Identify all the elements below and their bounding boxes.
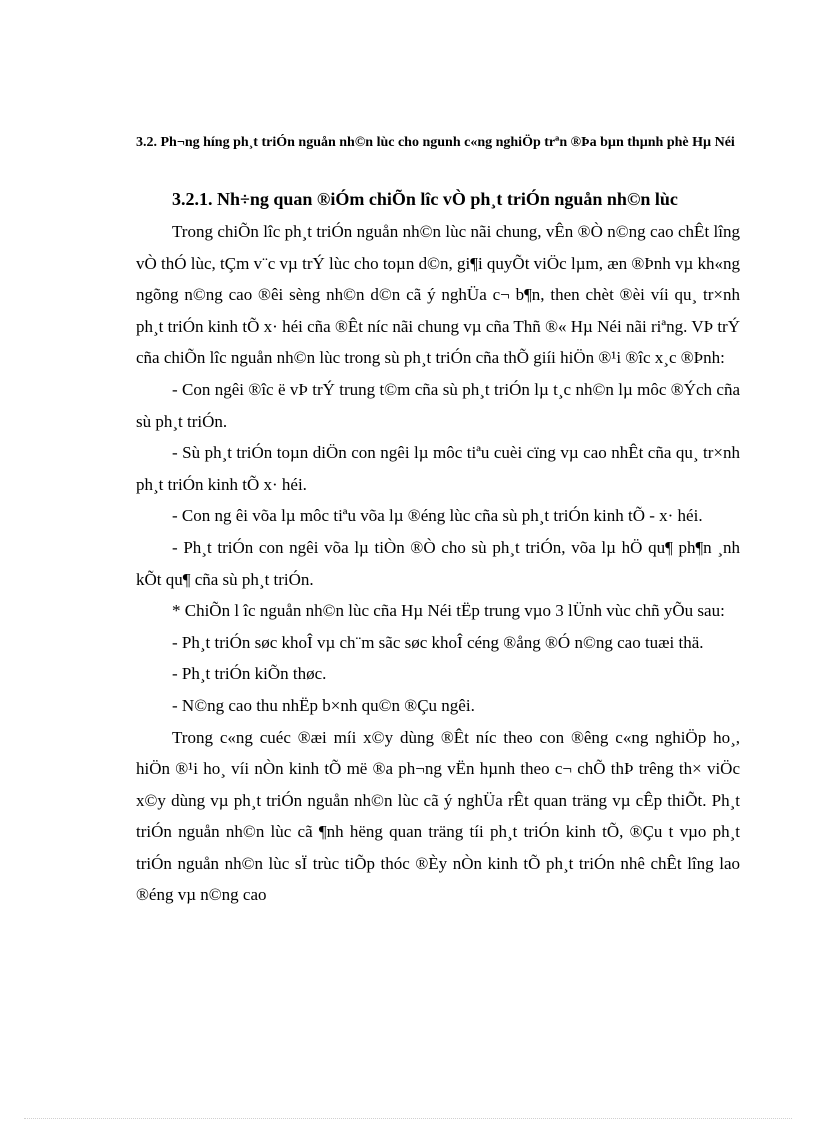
paragraph-intro: Trong chiÕn lîc ph¸t triÓn nguån nh©n lùc nãi chung, vÊn ®Ò n©ng cao chÊt lîng vÒ thÓ lùc, tÇm v¨c vµ trÝ lùc cho toµn d©n, gi¶i quyÕt viÖc lµm, æn ®Þnh vµ kh«ng ngõng n©ng cao ®êi sèng nh©n d©n cã ý nghÜa c¬ b¶n, then chèt ®èi víi qu¸ tr×nh ph¸t triÓn kinh tÕ x· héi cña ®Êt níc nãi chung vµ cña Thñ ®« Hµ Néi nãi riªng. VÞ trÝ cña chiÕn lîc nguån nh©n lùc trong sù ph¸t triÓn cña thÕ giíi hiÖn ®¹i ®îc x¸c ®Þnh: (136, 222, 740, 368)
list-item: - Con ng êi võa lµ môc tiªu võa lµ ®éng lùc cña sù ph¸t triÓn kinh tÕ - x· héi. (172, 506, 703, 526)
paragraph-development: Trong c«ng cuéc ®æi míi x©y dùng ®Êt níc theo con ®êng c«ng nghiÖp ho¸, hiÖn ®¹i ho¸ víi nÒn kinh tÕ më ®a ph¬ng vËn hµnh theo c¬ chÕ thÞ trêng th× viÖc x©y dùng vµ ph¸t triÓn nguån nh©n lùc cã ý nghÜa rÊt quan träng vµ cÊp thiÕt. Ph¸t triÓn nguån nh©n lùc cã ¶nh hëng quan träng tíi ph¸t triÓn kinh tÕ, ®Çu t vµo ph¸t triÓn nguån nh©n lùc sÏ trùc tiÕp thóc ®Èy nÒn kinh tÕ ph¸t triÓn nhê chÊt lîng lao ®éng vµ n©ng cao (136, 727, 740, 905)
list-item: - Ph¸t triÓn søc khoÎ vµ ch¨m sãc søc khoÎ céng ®ång ®Ó n©ng cao tuæi thä. (172, 632, 704, 652)
subsection-heading: 3.2.1. Nh÷ng quan ®iÓm chiÕn lîc vÒ ph¸t triÓn nguån nh©n lùc (172, 189, 678, 209)
section-heading: 3.2. Ph¬ng híng ph¸t triÓn nguån nh©n lùc cho ngunh c«ng nghiÖp trªn ®Þa bµn thµnh phè Hµ Néi (136, 135, 735, 150)
list-item: - Sù ph¸t triÓn toµn diÖn con ngêi lµ môc tiªu cuèi cïng vµ cao nhÊt cña qu¸ tr×nh ph¸t triÓn kinh tÕ x· héi. (136, 443, 740, 494)
list-item: - Ph¸t triÓn con ngêi võa lµ tiÒn ®Ò cho sù ph¸t triÓn, võa lµ hÖ qu¶ ph¶n ¸nh kÕt qu¶ cña sù ph¸t triÓn. (136, 537, 740, 589)
paragraph-strategy: * ChiÕn l îc nguån nh©n lùc cña Hµ Néi tËp trung vµo 3 lÜnh vùc chñ yÕu sau: (172, 601, 725, 621)
body-text (136, 216, 740, 911)
list-item: - Con ngêi ®îc ë vÞ trÝ trung t©m cña sù ph¸t triÓn lµ t¸c nh©n lµ môc ®Ých cña sù ph¸t triÓn. (136, 379, 740, 431)
list-item: - N©ng cao thu nhËp b×nh qu©n ®Çu ngêi. (172, 695, 475, 715)
list-item: - Ph¸t triÓn kiÕn thøc. (172, 664, 327, 684)
page-divider (24, 1118, 792, 1119)
